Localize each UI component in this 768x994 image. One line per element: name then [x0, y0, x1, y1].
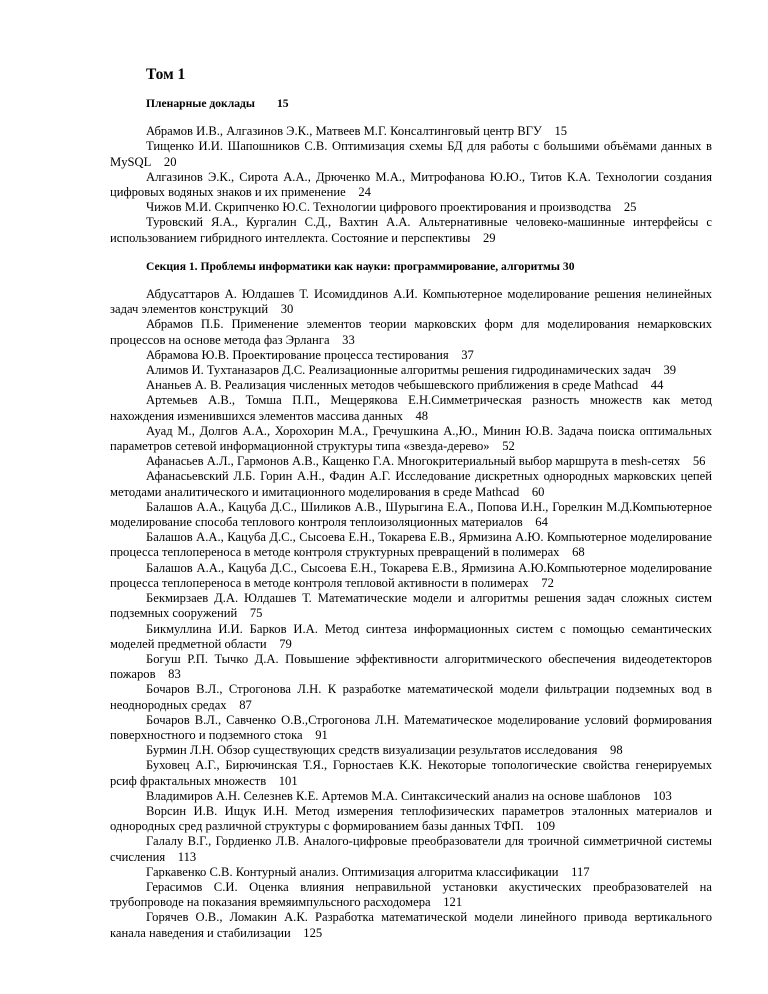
entry-text: Владимиров А.Н. Селезнев К.Е. Артемов М.А. Синтаксический анализ на основе шаблонов — [146, 788, 641, 803]
entry-page-number: 56 — [692, 454, 706, 469]
entry-text: Артемьев А.В., Томша П.П., Мещерякова Е.Н.Симметрическая разность множеств как метод нахождения изменившихся элементов массива данных — [110, 393, 712, 423]
toc-entry — [110, 865, 712, 880]
entry-text: Богуш Р.П. Тычко Д.А. Повышение эффективности алгоритмического обеспечения видеодетекторов пожаров — [110, 651, 712, 682]
entry-page-number: 37 — [461, 347, 474, 362]
toc-entry — [110, 530, 712, 560]
entry-text: Балашов А.А., Кацуба Д.С., Сысоева Е.Н., Токарева Е.В., Ярмизина А.Ю. Компьютерное моделирование процесса теплопереноса в методе контроля структурных превращений в полимерах — [110, 530, 712, 560]
entry-page-number: 101 — [278, 773, 298, 788]
entry-page-number: 44 — [650, 378, 664, 393]
plenary-entry-list — [110, 124, 712, 246]
entry-text: Гаркавенко С.В. Контурный анализ. Оптимизация алгоритма классификации — [146, 864, 559, 879]
toc-entry — [110, 200, 712, 215]
toc-entry — [110, 834, 712, 864]
entry-text: Алгазинов Э.К., Сирота А.А., Дрюченко М.А., Митрофанова Ю.Ю., Титов К.А. Технологии создания цифровых водяных знаков и их применение — [110, 169, 712, 200]
entry-page-number: 109 — [536, 819, 556, 834]
entry-text: Ворсин И.В. Ищук И.Н. Метод измерения теплофизических параметров эталонных материалов и однородных сред различной структуры с формированием базы данных ТФП. — [110, 803, 712, 834]
section-heading-page: 30 — [562, 259, 575, 273]
entry-page-number: 60 — [531, 484, 545, 499]
entry-page-number: 39 — [663, 363, 677, 378]
entry-page-number: 113 — [177, 849, 197, 864]
toc-entry — [110, 348, 712, 363]
toc-entry — [110, 139, 712, 169]
toc-entry — [110, 500, 712, 530]
entry-page-number: 79 — [279, 636, 292, 651]
toc-entry — [110, 454, 712, 469]
entry-page-number: 25 — [623, 200, 637, 215]
entry-page-number: 72 — [541, 575, 554, 590]
entry-text: Туровский Я.А., Кургалин С.Д., Вахтин А.А. Альтернативные человеко-машинные интерфейсы с использованием гибридного интеллекта. Состояние и перспективы — [110, 215, 712, 245]
entry-text: Чижов М.И. Скрипченко Ю.С. Технологии цифрового проектирования и производства — [146, 200, 612, 215]
toc-entry — [110, 804, 712, 834]
entry-text: Бочаров В.Л., Строгонова Л.Н. К разработке математической модели фильтрации подземных вод в неоднородных средах — [110, 682, 712, 712]
entry-page-number: 75 — [249, 606, 263, 621]
toc-entry — [110, 469, 712, 499]
entry-text: Бикмуллина И.И. Барков И.А. Метод синтеза информационных систем с помощью семантических моделей предметной области — [110, 621, 712, 651]
entry-text: Ананьев А. В. Реализация численных методов чебышевского приближения в среде Mathcad — [146, 378, 639, 393]
entry-text: Абдусаттаров А. Юлдашев Т. Исомиддинов А.И. Компьютерное моделирование решения нелинейных задач элементов конструкций — [110, 287, 712, 317]
entry-page-number: 24 — [358, 185, 371, 200]
section-heading-page: 15 — [276, 97, 289, 110]
toc-entry — [110, 743, 712, 758]
toc-entry — [110, 591, 712, 621]
entry-text: Абрамова Ю.В. Проектирование процесса тестирования — [146, 347, 449, 362]
entry-text: Балашов А.А., Кацуба Д.С., Шиликов А.В., Шурыгина Е.А., Попова И.Н., Горелкин М.Д.Компьютерное моделирование способа теплового контроля теплоизоляционных материалов — [110, 499, 712, 530]
entry-page-number: 15 — [554, 124, 568, 139]
toc-entry — [110, 758, 712, 788]
toc-entry — [110, 561, 712, 591]
entry-text: Афанасьев А.Л., Гармонов А.В., Кащенко Г.А. Многокритериальный выбор маршрута в mesh-сетях — [146, 454, 681, 469]
toc-entry — [110, 363, 712, 378]
entry-page-number: 48 — [415, 408, 429, 423]
entry-page-number: 125 — [303, 925, 323, 940]
toc-entry — [110, 124, 712, 139]
section-heading-text: Пленарные доклады — [146, 97, 255, 110]
entry-page-number: 33 — [342, 332, 355, 347]
entry-page-number: 103 — [652, 788, 672, 803]
toc-entry — [110, 393, 712, 423]
section-heading-1 — [146, 259, 712, 274]
entry-text: Горячев О.В., Ломакин А.К. Разработка математической модели линейного привода вертикального канала наведения и стабилизации — [110, 910, 712, 940]
entry-page-number: 83 — [168, 667, 181, 682]
entry-page-number: 98 — [610, 743, 623, 758]
volume-title: Том 1 — [146, 66, 186, 83]
entry-page-number: 52 — [502, 439, 515, 454]
entry-page-number: 91 — [315, 727, 328, 742]
section-heading-text: Секция 1. Проблемы информатики как науки: программирование, алгоритмы — [146, 259, 560, 273]
entry-text: Афанасьевский Л.Б. Горин А.Н., Фадин А.Г. Исследование дискретных однородных марковских цепей методами аналитического и имитационного моделирования в среде Mathcad — [110, 469, 712, 499]
entry-page-number: 20 — [163, 154, 177, 169]
toc-entry — [110, 317, 712, 347]
toc-entry — [110, 713, 712, 743]
toc-entry — [110, 880, 712, 910]
entry-text: Герасимов С.И. Оценка влияния неправильной установки акустических преобразователей на трубопроводе на показания времяимпульсного расходомера — [110, 879, 712, 910]
toc-entry — [110, 622, 712, 652]
entry-text: Ауад М., Долгов А.А., Хорохорин М.А., Гречушкина А.,Ю., Минин Ю.В. Задача поиска оптимальных параметров сетевой информационной структуры типа «звезда-дерево» — [110, 423, 712, 454]
entry-page-number: 117 — [571, 864, 590, 879]
toc-entry — [110, 652, 712, 682]
table-of-contents — [110, 66, 712, 941]
toc-entry — [110, 910, 712, 940]
entry-page-number: 29 — [482, 230, 496, 245]
section-heading-plenary — [146, 96, 712, 111]
toc-entry — [110, 378, 712, 393]
entry-text: Абрамов И.В., Алгазинов Э.К., Матвеев М.Г. Консалтинговый центр ВГУ — [146, 124, 542, 139]
toc-entry — [110, 789, 712, 804]
entry-text: Буховец А.Г., Бирючинская Т.Я., Горностаев К.К. Некоторые топологические свойства генерируемых рсиф фрактальных множеств — [110, 758, 712, 788]
entry-text: Бекмирзаев Д.А. Юлдашев Т. Математические модели и алгоритмы решения задач сложных систем подземных сооружений — [110, 591, 712, 621]
entry-text: Балашов А.А., Кацуба Д.С., Сысоева Е.Н., Токарева Е.В., Ярмизина А.Ю.Компьютерное моделирование процесса теплопереноса в методе контроля тепловой активности в полимерах — [110, 560, 712, 590]
entry-text: Тищенко И.И. Шапошников С.В. Оптимизация схемы БД для работы с большими объёмами данных в MySQL — [110, 139, 712, 169]
section1-entry-list — [110, 287, 712, 941]
entry-text: Галалу В.Г., Гордиенко Л.В. Аналого-цифровые преобразователи для троичной симметричной системы счисления — [110, 834, 712, 864]
entry-text: Абрамов П.Б. Применение элементов теории марковских форм для моделирования немарковских процессов на основе метода фаз Эрланга — [110, 317, 712, 347]
entry-page-number: 30 — [280, 302, 294, 317]
entry-text: Алимов И. Тухтаназаров Д.С. Реализационные алгоритмы решения гидродинамических задач — [146, 363, 651, 378]
entry-text: Бурмин Л.Н. Обзор существующих средств визуализации результатов исследования — [146, 743, 598, 758]
entry-page-number: 68 — [572, 545, 585, 560]
toc-entry — [110, 215, 712, 245]
entry-text: Бочаров В.Л., Савченко О.В.,Строгонова Л.Н. Математическое моделирование условий формирования поверхностного и подземного стока — [110, 712, 712, 742]
toc-entry — [110, 170, 712, 200]
toc-entry — [110, 424, 712, 454]
toc-entry — [110, 682, 712, 712]
entry-page-number: 64 — [535, 515, 548, 530]
entry-page-number: 121 — [443, 895, 463, 910]
toc-entry — [110, 287, 712, 317]
entry-page-number: 87 — [239, 697, 252, 712]
